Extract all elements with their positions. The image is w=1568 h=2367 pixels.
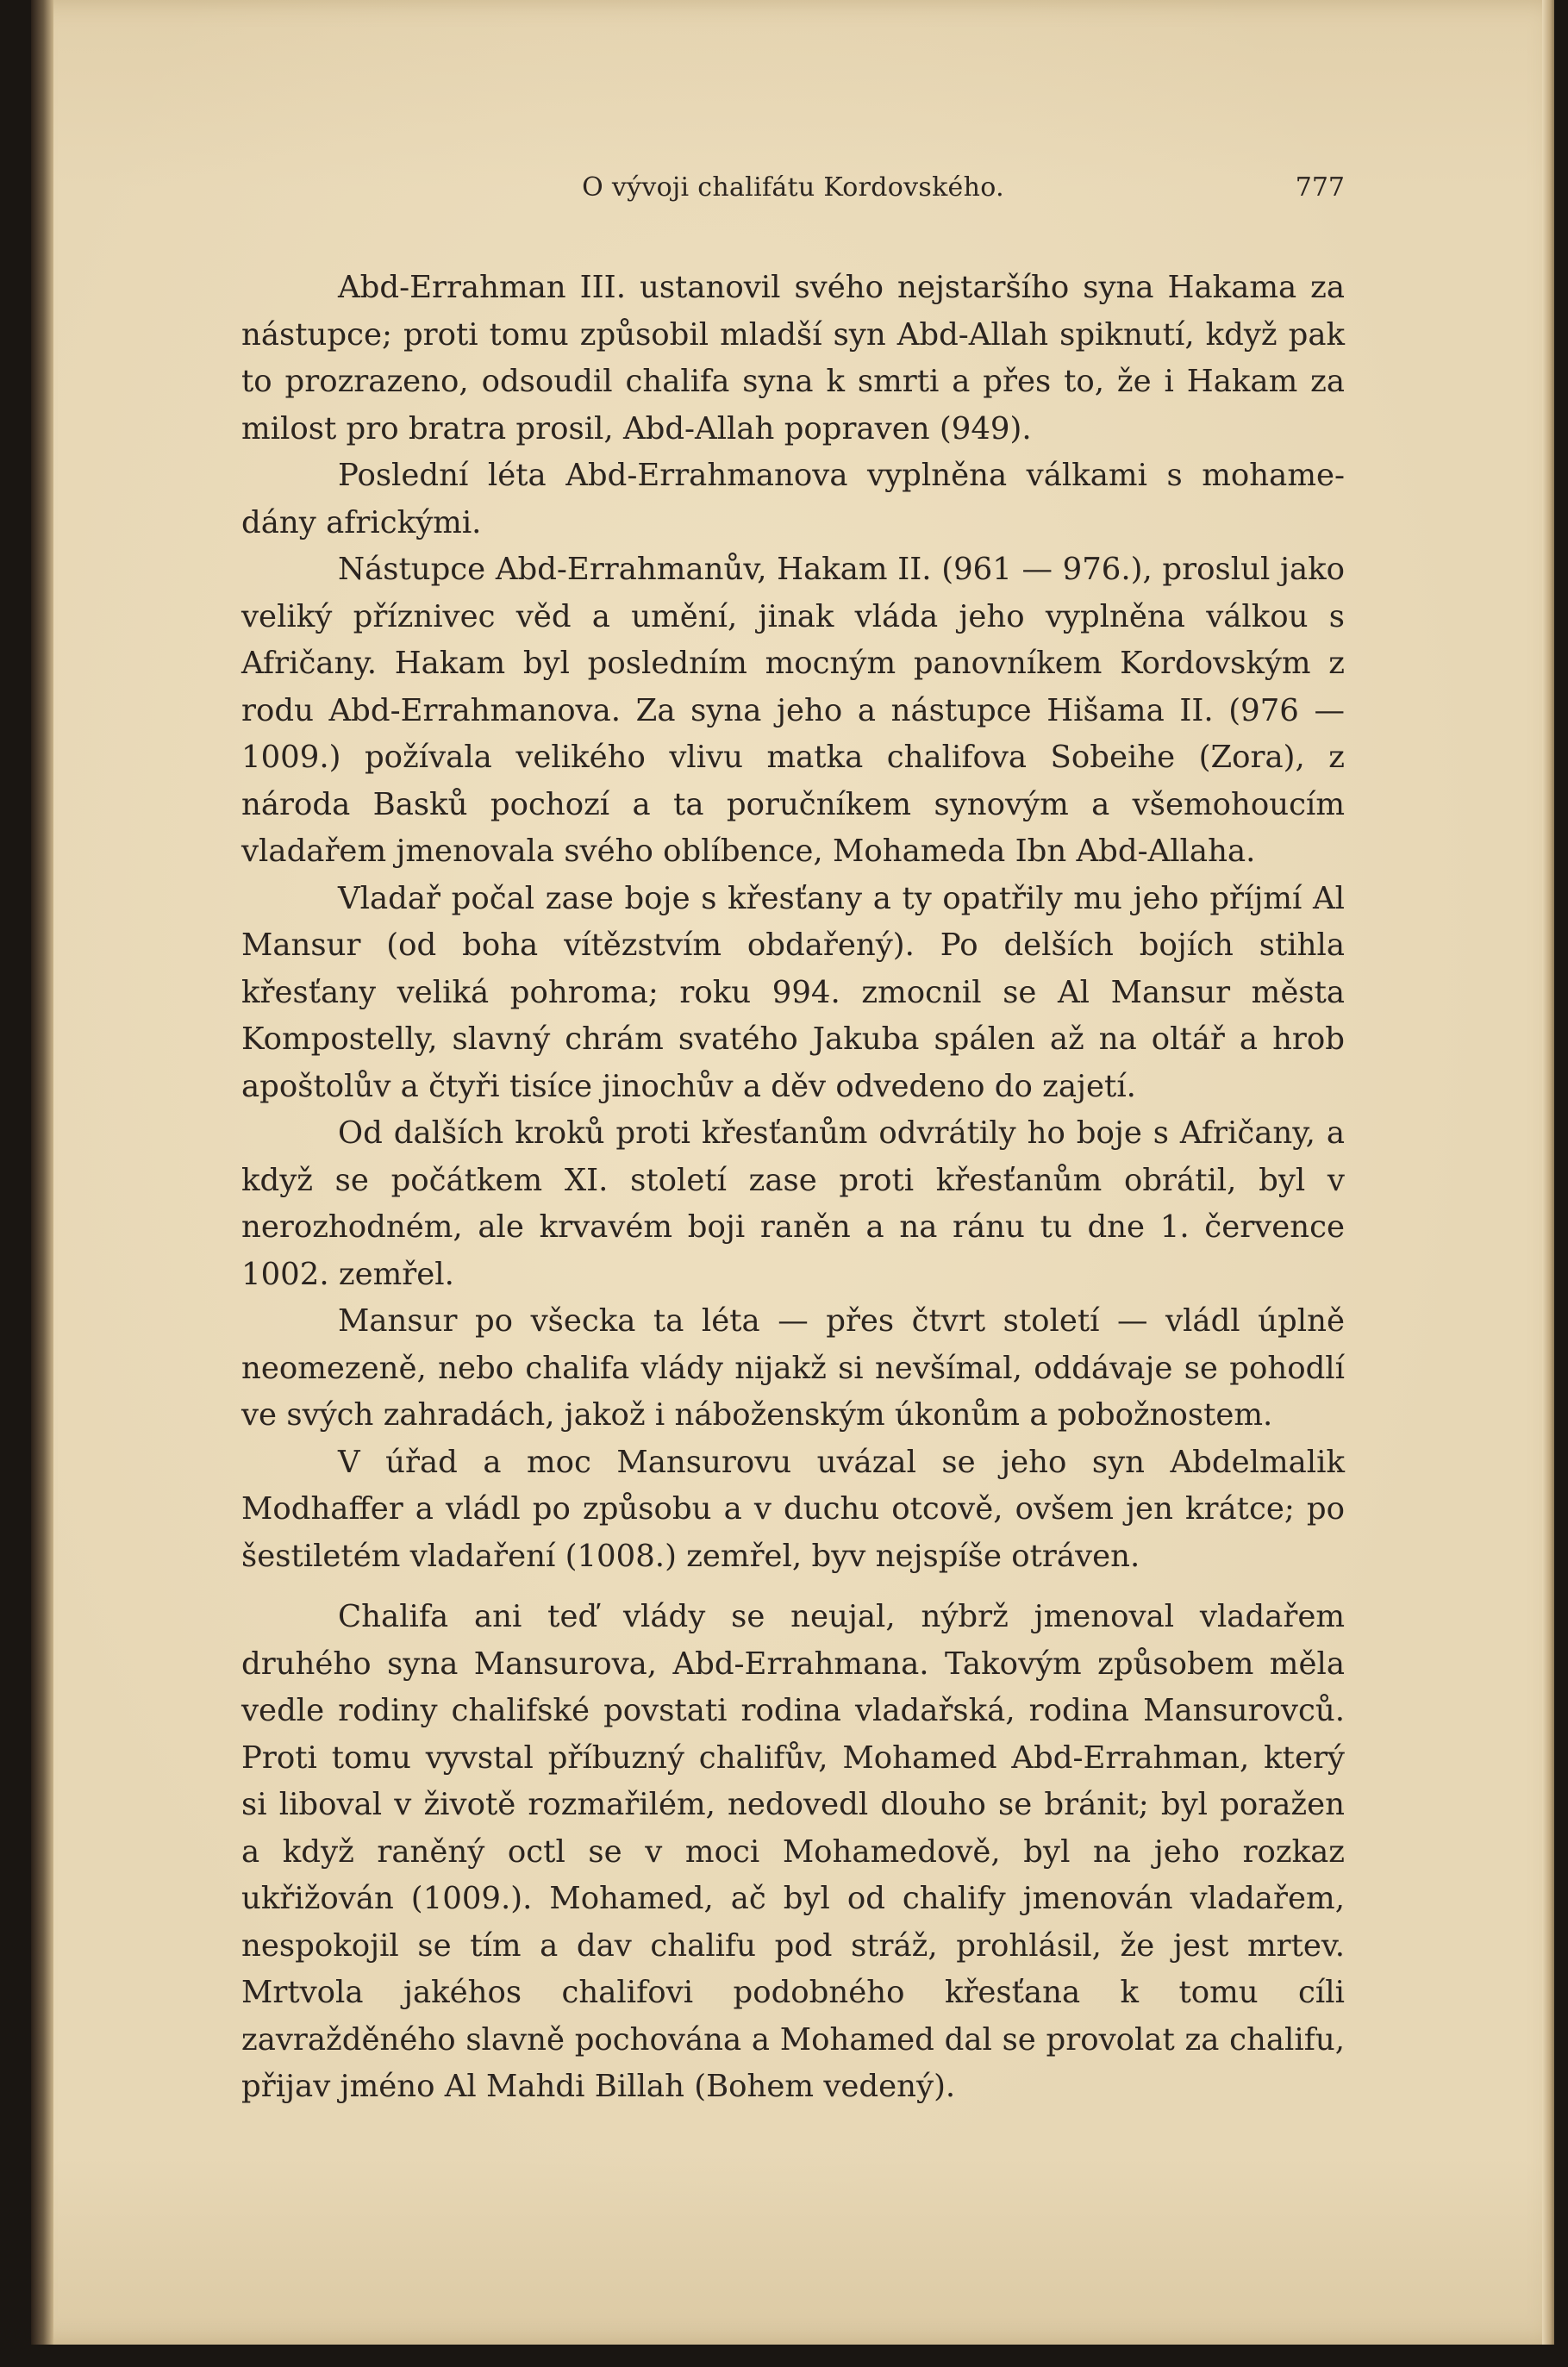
paragraph-5: Od dalších kroků proti křesťanům odvrátily ho boje s Afričany, a když se počátkem XI. století zase proti křesťanům obrátil, byl v nerozhodném, ale krvavém boji raněn a na ránu tu dne 1. července 1002. zemřel. — [241, 1115, 1345, 1292]
paragraph-2: Poslední léta Abd-Errahmanova vyplněna válkami s mohamedány africkými. — [241, 458, 1345, 540]
paragraph-4: Vladař počal zase boje s křesťany a ty opatřily mu jeho příjmí Al Mansur (od boha vítězstvím obdařený). Po delších bojích stihla křesťany veliká pohroma; roku 994. zmocnil se Al Mansur města Kompostelly, slavný chrám svatého Jakuba spálen až na oltář a hrob apoštolův a čtyři tisíce jinochův a děv odvedeno do zajetí. — [241, 880, 1345, 1104]
page-number: 777 — [1295, 172, 1345, 203]
page-edge — [1542, 0, 1554, 2345]
paragraph-8: Chalifa ani teď vlády se neujal, nýbrž jmenoval vladařem druhého syna Mansurova, Abd-Errahmana. Takovým způsobem měla vedle rodiny chalifské povstati rodina vladařská, rodina Mansurovců. Proti tomu vyvstal příbuzný chalifův, Mohamed Abd-Errahman, který si liboval v životě rozmařilém, nedovedl dlouho se bránit; byl poražen a když raněný octl se v moci Mohamedově, byl na jeho rozkaz ukřižován (1009.). Mohamed, ač byl od chalify jmenován vladařem, nespokojil se tím a dav chalifu pod stráž, prohlásil, že jest mrtev. Mrtvola jakéhos chalifovi podobného křesťana k tomu cíli zavražděného slavně pochována a Mohamed dal se provolat za chalifu, přijav jméno Al Mahdi Billah (Bohem vedený). — [241, 1599, 1345, 2104]
running-title: O vývoji chalifátu Kordovského. — [582, 172, 1004, 203]
page-header — [241, 172, 1345, 215]
paragraph-6: Mansur po všecka ta léta — přes čtvrt století — vládl úplně neomezeně, nebo chalifa vlády nijakž si nevšímal, oddávaje se pohodlí ve svých zahradách, jakož i náboženským úkonům a pobožnostem. — [241, 1303, 1345, 1433]
paragraph-3: Nástupce Abd-Errahmanův, Hakam II. (961 — 976.), proslul jako veliký příznivec věd a umění, jinak vláda jeho vyplněna válkou s Afričany. Hakam byl posledním mocným panovníkem Kordovským z rodu Abd-Errahmanova. Za syna jeho a nástupce Hišama II. (976 — 1009.) požívala velikého vlivu matka chalifova Sobeihe (Zora), z národa Basků pochozí a ta poručníkem synovým a všemohoucím vladařem jmenovala svého oblíbence, Mohameda Ibn Abd-Allaha. — [241, 552, 1345, 869]
body-text — [241, 265, 1345, 2111]
book-gutter — [31, 0, 53, 2345]
paragraph-1: Abd-Errahman III. ustanovil svého nejstaršího syna Hakama za nástupce; proti tomu způsobil mladší syn Abd-Allah spiknutí, když pak to prozrazeno, odsoudil chalifa syna k smrti a přes to, že i Hakam za milost pro bratra prosil, Abd-Allah popraven (949). — [241, 270, 1345, 447]
paragraph-7: V úřad a moc Mansurovu uvázal se jeho syn Abdelmalik Modhaffer a vládl po způsobu a v duchu otcově, ovšem jen krátce; po šestiletém vladaření (1008.) zemřel, byv nejspíše otráven. — [241, 1444, 1345, 1574]
